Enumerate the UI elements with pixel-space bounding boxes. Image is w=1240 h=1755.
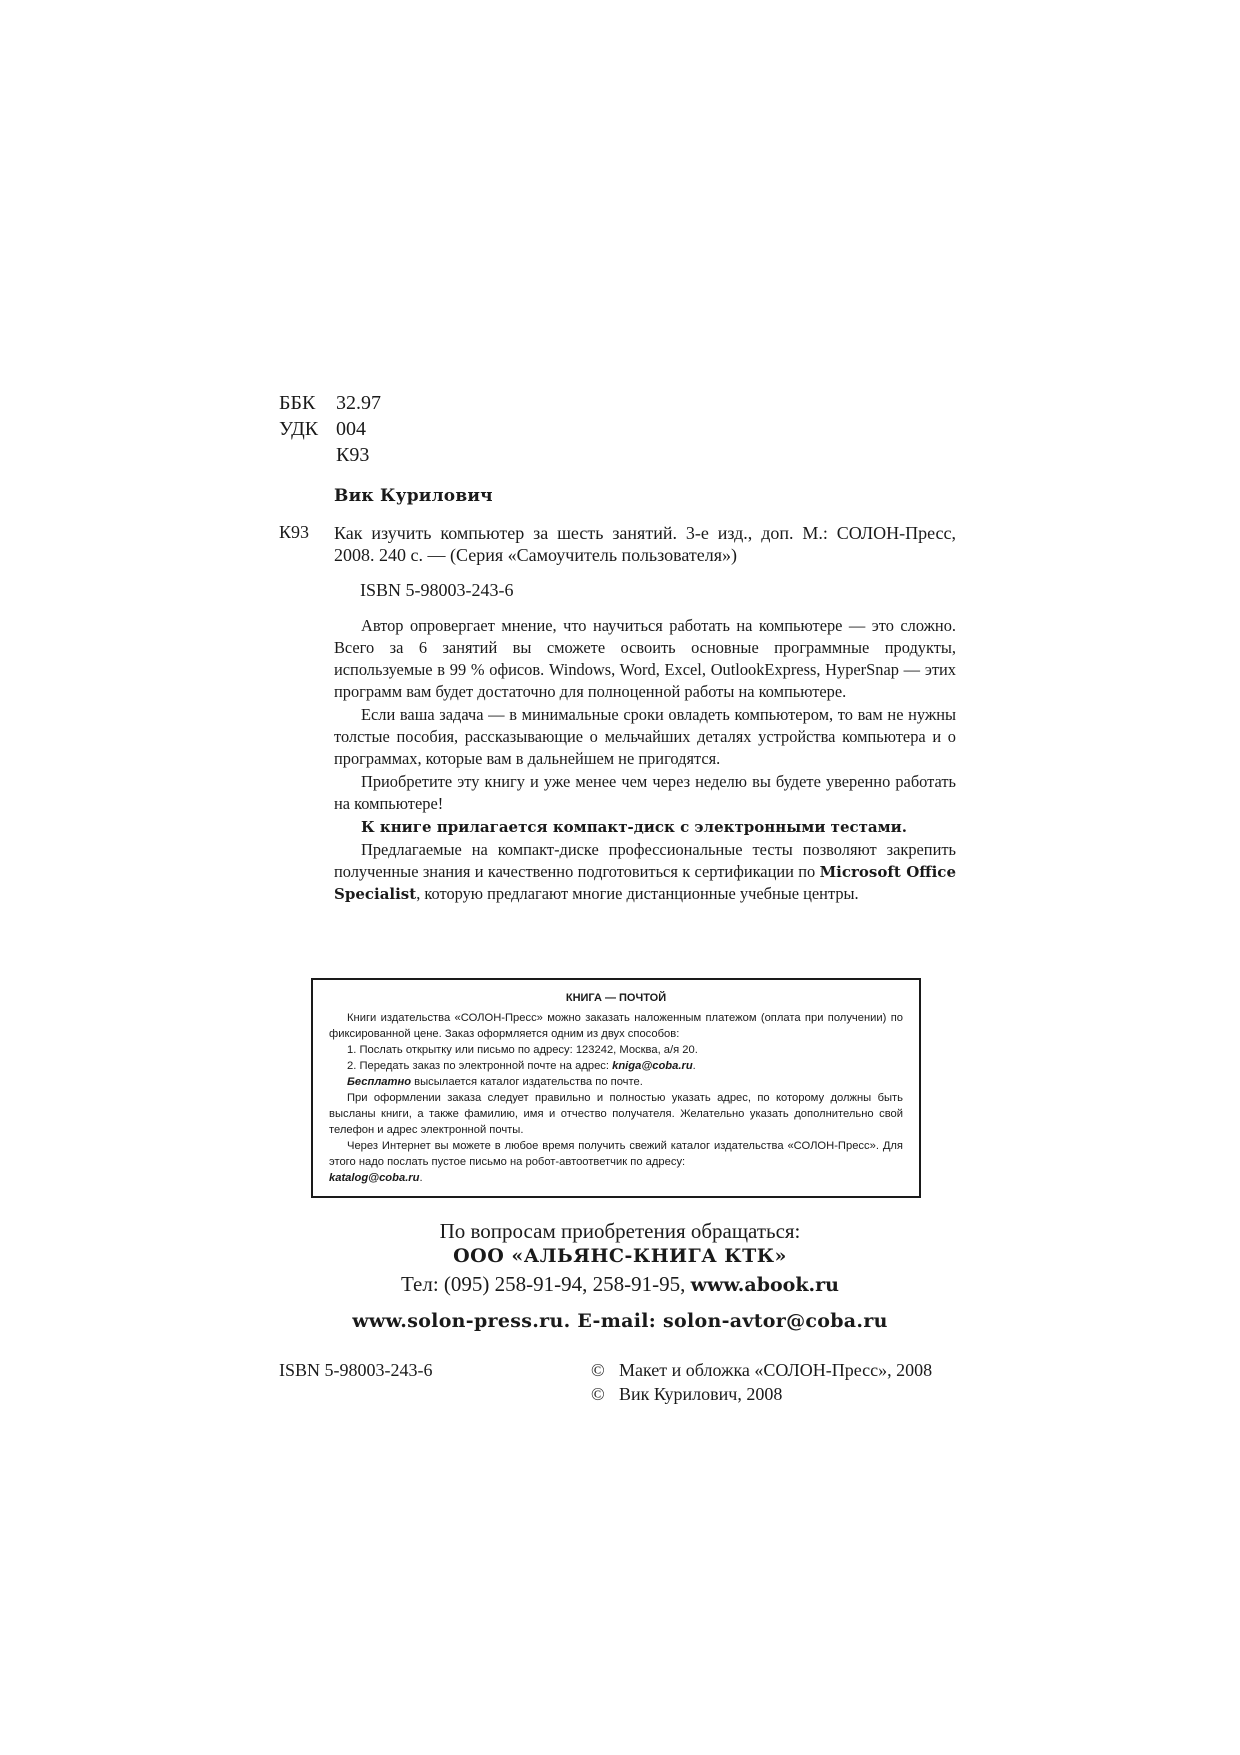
copyright-author-text: Вик Курилович, 2008: [619, 1384, 783, 1404]
mail-order-title: КНИГА — ПОЧТОЙ: [565, 992, 667, 1004]
way2-text: 2. Передать заказ по электронной почте на адрес:: [347, 1060, 613, 1072]
mail-order-intro: Книги издательства «СОЛОН-Пресс» можно заказать наложенным платежом (оплата при получении) по фиксированной цене. Заказ оформляется одним из двух способов:: [329, 1012, 903, 1040]
abstract-paragraph-1: Автор опровергает мнение, что научиться работать на компьютере — это сложно. Всего за 6 занятий вы сможете освоить основные программные продукты, используемые в 99 % офисов. Windows, Word, Excel, OutlookExpress, HyperSnap — этих программ вам будет достаточно для полноценной работы на компьютере.: [334, 616, 956, 701]
abstract-cd-note: К книге прилагается компакт-диск с электронными тестами.: [361, 818, 908, 836]
copyright-icon: ©: [591, 1360, 605, 1380]
contact-site-link[interactable]: www.abook.ru: [690, 1274, 839, 1296]
copyright-icon: ©: [591, 1384, 605, 1404]
classification-block: [279, 390, 381, 468]
abstract-paragraph-2: Если ваша задача — в минимальные сроки овладеть компьютером, то вам не нужны толстые пособия, рассказывающие о мельчайших деталях устройства компьютера и о программах, которые вам в дальнейшем не пригодятся.: [334, 705, 956, 768]
biblio-record: Как изучить компьютер за шесть занятий. 3-е изд., доп. М.: СОЛОН-Пресс, 2008. 240 с. — (Серия «Самоучитель пользователя»): [334, 523, 956, 565]
contact-phone: Тел: (095) 258-91-94, 258-91-95,: [401, 1272, 691, 1296]
mail-order-way-2: [329, 1058, 903, 1074]
author-sign-row: [279, 442, 381, 468]
udk-value: 004: [336, 418, 366, 440]
isbn-bottom: ISBN 5-98003-243-6: [279, 1360, 433, 1380]
copyright-author: [591, 1384, 782, 1405]
mail-order-way-1: 1. Послать открытку или письмо по адресу: 123242, Москва, а/я 20.: [347, 1044, 698, 1056]
mail-order-free: [329, 1074, 903, 1090]
bbk-label: ББК: [279, 392, 316, 414]
abstract: [334, 615, 956, 905]
free-label: Бесплатно: [347, 1076, 412, 1088]
mail-order-internet: Через Интернет вы можете в любое время получить свежий каталог издательства «СОЛОН-Пресс». Для этого надо послать пустое письмо на робот-автоответчик по адресу:: [329, 1140, 903, 1168]
biblio-sign: К93: [279, 522, 310, 542]
order-email-link[interactable]: kniga@coba.ru: [612, 1060, 693, 1072]
mail-order-note: При оформлении заказа следует правильно и полностью указать адрес, по которому должны быть высланы книги, а также фамилию, имя и отчество получателя. Желательно указать дополнительно свой телефон и адрес электронной почты.: [329, 1092, 903, 1136]
contact-company: ООО «АЛЬЯНС-КНИГА КТК»: [453, 1245, 787, 1267]
udk-row: [279, 416, 381, 442]
isbn-top: ISBN 5-98003-243-6: [360, 580, 514, 600]
author-sign: К93: [336, 444, 370, 466]
certification-name: Microsoft Office Specialist: [334, 863, 956, 903]
abstract-paragraph-3: Приобретите эту книгу и уже менее чем через неделю вы будете уверенно работать на компьютере!: [334, 772, 956, 813]
contact-phone-line: [280, 1272, 960, 1297]
free-text: высылается каталог издательства по почте.: [411, 1076, 643, 1088]
copyright-layout-text: Макет и обложка «СОЛОН-Пресс», 2008: [619, 1360, 933, 1380]
mail-order-catalog: [329, 1170, 903, 1186]
bbk-value: 32.97: [336, 392, 381, 414]
abstract-p5-before: Предлагаемые на компакт-диске профессиональные тесты позволяют закрепить полученные знания и качественно подготовиться к сертификации по: [334, 840, 956, 881]
udk-label: УДК: [279, 418, 319, 440]
catalog-email-link[interactable]: katalog@coba.ru: [329, 1172, 420, 1184]
copyright-layout: [591, 1360, 932, 1381]
abstract-paragraph-5: [334, 839, 956, 905]
bbk-row: [279, 390, 381, 416]
mail-order-box: [311, 978, 921, 1198]
contact-intro: По вопросам приобретения обращаться:: [439, 1219, 801, 1243]
abstract-p5-after: , которую предлагают многие дистанционные учебные центры.: [416, 884, 859, 903]
catalog-end: .: [419, 1172, 423, 1184]
way2-end: .: [692, 1060, 696, 1072]
contact-web-email: www.solon-press.ru. E-mail: solon-avtor@coba.ru: [352, 1310, 888, 1332]
author-name: Вик Курилович: [334, 486, 493, 506]
